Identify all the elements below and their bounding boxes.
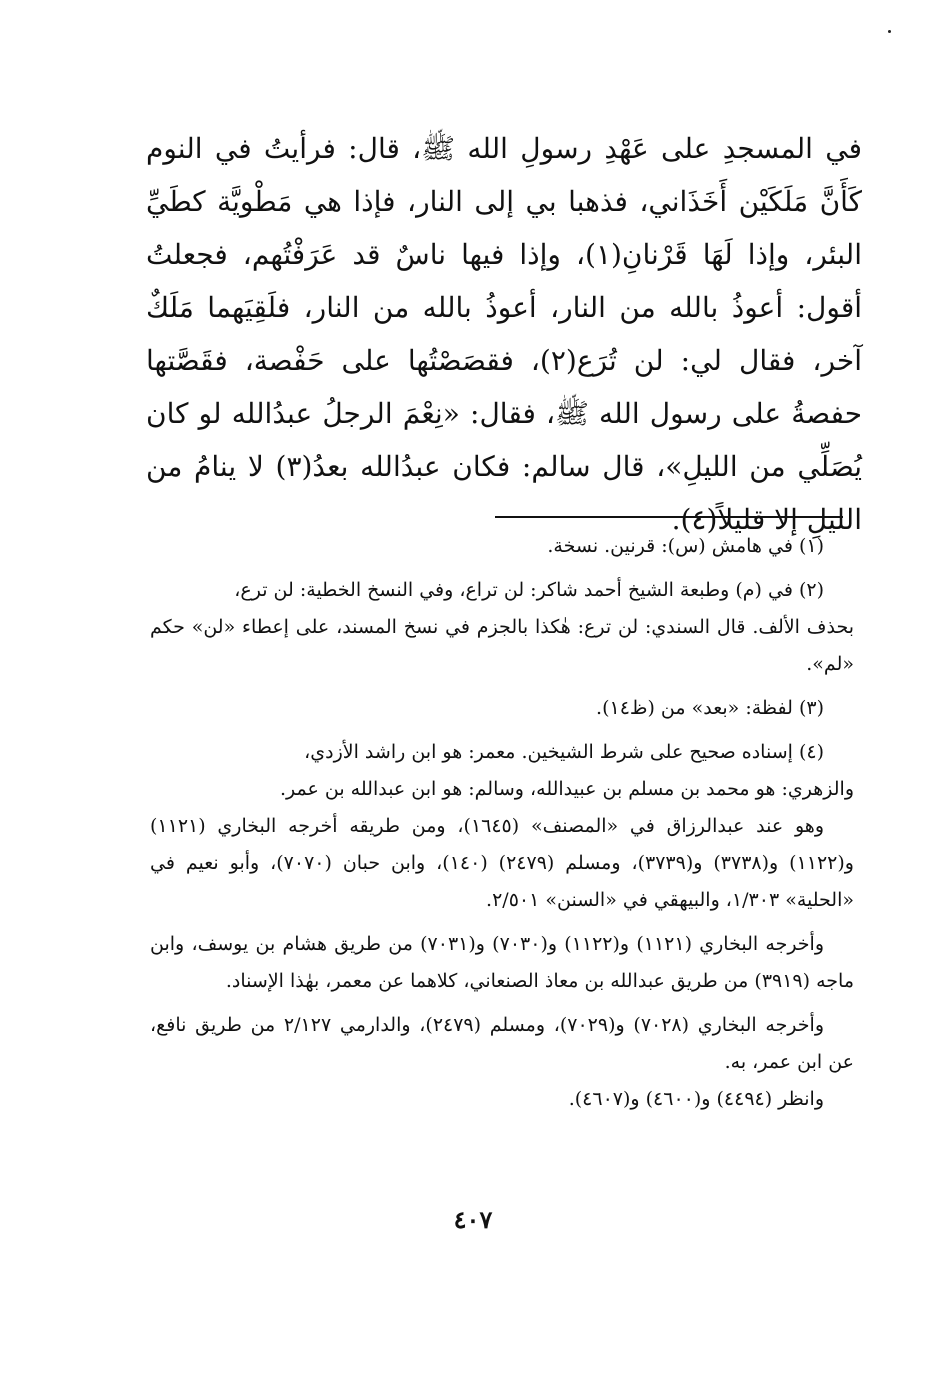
page-number: ٤٠٧ [453,1205,493,1234]
scan-speck [888,30,891,33]
footnote-3: (٣) لفظة: «بعد» من (ظ١٤). [596,697,824,719]
footnote-4-paragraph-d: وانظر (٤٤٩٤) و(٤٦٠٠) و(٤٦٠٧). [568,1088,824,1110]
footnote-4-line-1: (٤) إسناده صحيح على شرط الشيخين. معمر: هو ابن راشد الأزدي، [304,741,824,763]
footnote-1: (١) في هامش (س): قرنين. نسخة. [547,535,824,557]
footnote-4-line-2: والزهري: هو محمد بن مسلم بن عبيدالله، وسالم: هو ابن عبدالله بن عمر. [280,778,854,800]
main-paragraph: في المسجدِ على عَهْدِ رسولِ الله ﷺ، قال: فرأيتُ في النوم كَأَنَّ مَلَكَيْن أَخَذَاني، فذهبا بي إلى النار، فإذا هي مَطْويَّة كطَيِّ البئر، وإذا لَهَا قَرْنانِ(١)، وإذا فيها ناسٌ قد عَرَفْتُهم، فجعلتُ أقول: أعوذُ بالله من النار، أعوذُ بالله من النار، فلَقِيَهما مَلَكٌ آخر، فقال لي: لن تُرَع(٢)، فقصَصْتُها على حَفْصة، فقَصَّتها حفصةُ على رسول الله ﷺ، فقال: «نِعْمَ الرجلُ عبدُالله لو كان يُصَلِّي من الليلِ»، قال سالم: فكان عبدُالله بعدُ(٣) لا ينامُ من الليلِ إلا قليلاً(٤). [146,132,863,536]
footnote-4-paragraph-c: وأخرجه البخاري (٧٠٢٨) و(٧٠٢٩)، ومسلم (٢٤٧٩)، والدارمي ٢/١٢٧ من طريق نافع، عن ابن عمر، به. [150,1014,854,1073]
footnote-4-paragraph-a: وهو عند عبدالرزاق في «المصنف» (١٦٤٥)، ومن طريقه أخرجه البخاري (١١٢١) و(١١٢٢) و(٣٧٣٨) و(٣٧٣٩)، ومسلم (٢٤٧٩) (١٤٠)، وابن حبان (٧٠٧٠)، وأبو نعيم في «الحلية» ١/٣٠٣، والبيهقي في «السنن» ٢/٥٠١. [150,815,854,911]
footnote-4-paragraph-b: وأخرجه البخاري (١١٢١) و(١١٢٢) و(٧٠٣٠) و(٧٠٣١) من طريق هشام بن يوسف، وابن ماجه (٣٩١٩) من طريق عبدالله بن معاذ الصنعاني، كلاهما عن معمر، بهٰذا الإسناد. [150,933,854,992]
footnote-2-line-1: (٢) في (م) وطبعة الشيخ أحمد شاكر: لن تراع، وفي النسخ الخطية: لن ترع، [234,579,824,601]
footnotes [150,528,854,1118]
main-text [146,122,862,546]
footnote-2-line-2: بحذف الألف. قال السندي: لن ترع: هٰكذا بالجزم في نسخ المسند، على إعطاء «لن» حكم «لم». [150,616,854,675]
footnote-separator [495,516,843,518]
